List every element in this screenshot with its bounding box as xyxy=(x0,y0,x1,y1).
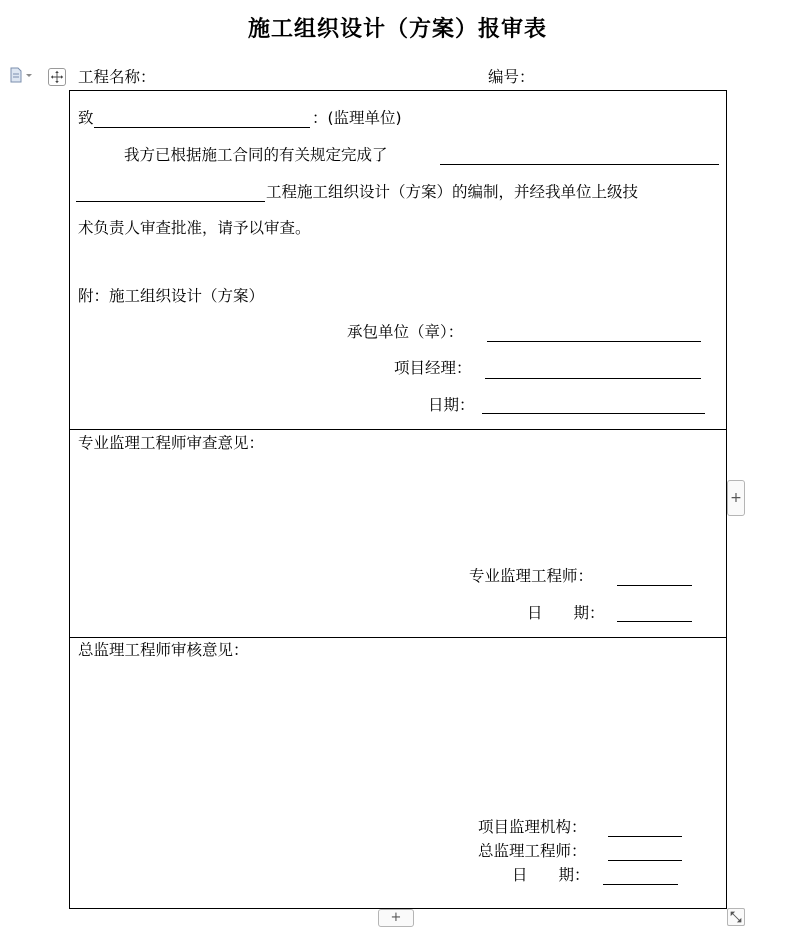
specialist-date-field[interactable] xyxy=(617,621,692,622)
chief-engineer-label: 总监理工程师： xyxy=(478,842,587,860)
contractor-label: 承包单位（章）： xyxy=(347,323,464,341)
contractor-field[interactable] xyxy=(487,341,701,342)
document-title: 施工组织设计（方案）报审表 xyxy=(247,17,547,42)
approval-table xyxy=(69,90,727,909)
attachment-label: 附：施工组织设计（方案） xyxy=(78,287,265,305)
chief-engineer-field[interactable] xyxy=(608,860,682,861)
specialist-opinion-label: 专业监理工程师审查意见： xyxy=(78,434,265,452)
addressee-suffix: ：(监理单位) xyxy=(312,109,402,127)
supervision-org-field[interactable] xyxy=(608,836,682,837)
supervision-org-label: 项目监理机构： xyxy=(478,818,587,836)
project-name-label: 工程名称： xyxy=(78,68,156,86)
chief-date-field[interactable] xyxy=(603,884,678,885)
add-column-button[interactable]: + xyxy=(727,480,745,516)
chief-opinion-label: 总监理工程师审核意见： xyxy=(78,641,249,659)
specialist-date-label: 日 期： xyxy=(527,604,605,622)
addressee-prefix: 致 xyxy=(78,109,94,127)
specialist-engineer-field[interactable] xyxy=(617,585,692,586)
specialist-engineer-label: 专业监理工程师： xyxy=(469,567,594,585)
section-divider xyxy=(69,429,727,430)
document-icon[interactable] xyxy=(9,67,35,83)
number-label: 编号： xyxy=(488,68,535,86)
chief-date-label: 日 期： xyxy=(512,866,590,884)
body-line-2: 工程施工组织设计（方案）的编制，并经我单位上级技 xyxy=(266,183,639,201)
supervision-unit-field[interactable] xyxy=(94,127,310,128)
add-row-button[interactable]: + xyxy=(378,909,414,927)
section-divider xyxy=(69,637,727,638)
body-line-1: 我方已根据施工合同的有关规定完成了 xyxy=(124,146,388,164)
body-line-3: 术负责人审查批准，请予以审查。 xyxy=(78,219,311,237)
completed-item-field[interactable] xyxy=(440,164,719,165)
date-label: 日期： xyxy=(428,396,475,414)
resize-icon[interactable] xyxy=(727,908,745,926)
project-manager-field[interactable] xyxy=(485,378,701,379)
move-table-icon[interactable] xyxy=(48,68,66,86)
project-manager-label: 项目经理： xyxy=(394,359,472,377)
project-name-field[interactable] xyxy=(76,201,265,202)
date-field[interactable] xyxy=(482,413,705,414)
